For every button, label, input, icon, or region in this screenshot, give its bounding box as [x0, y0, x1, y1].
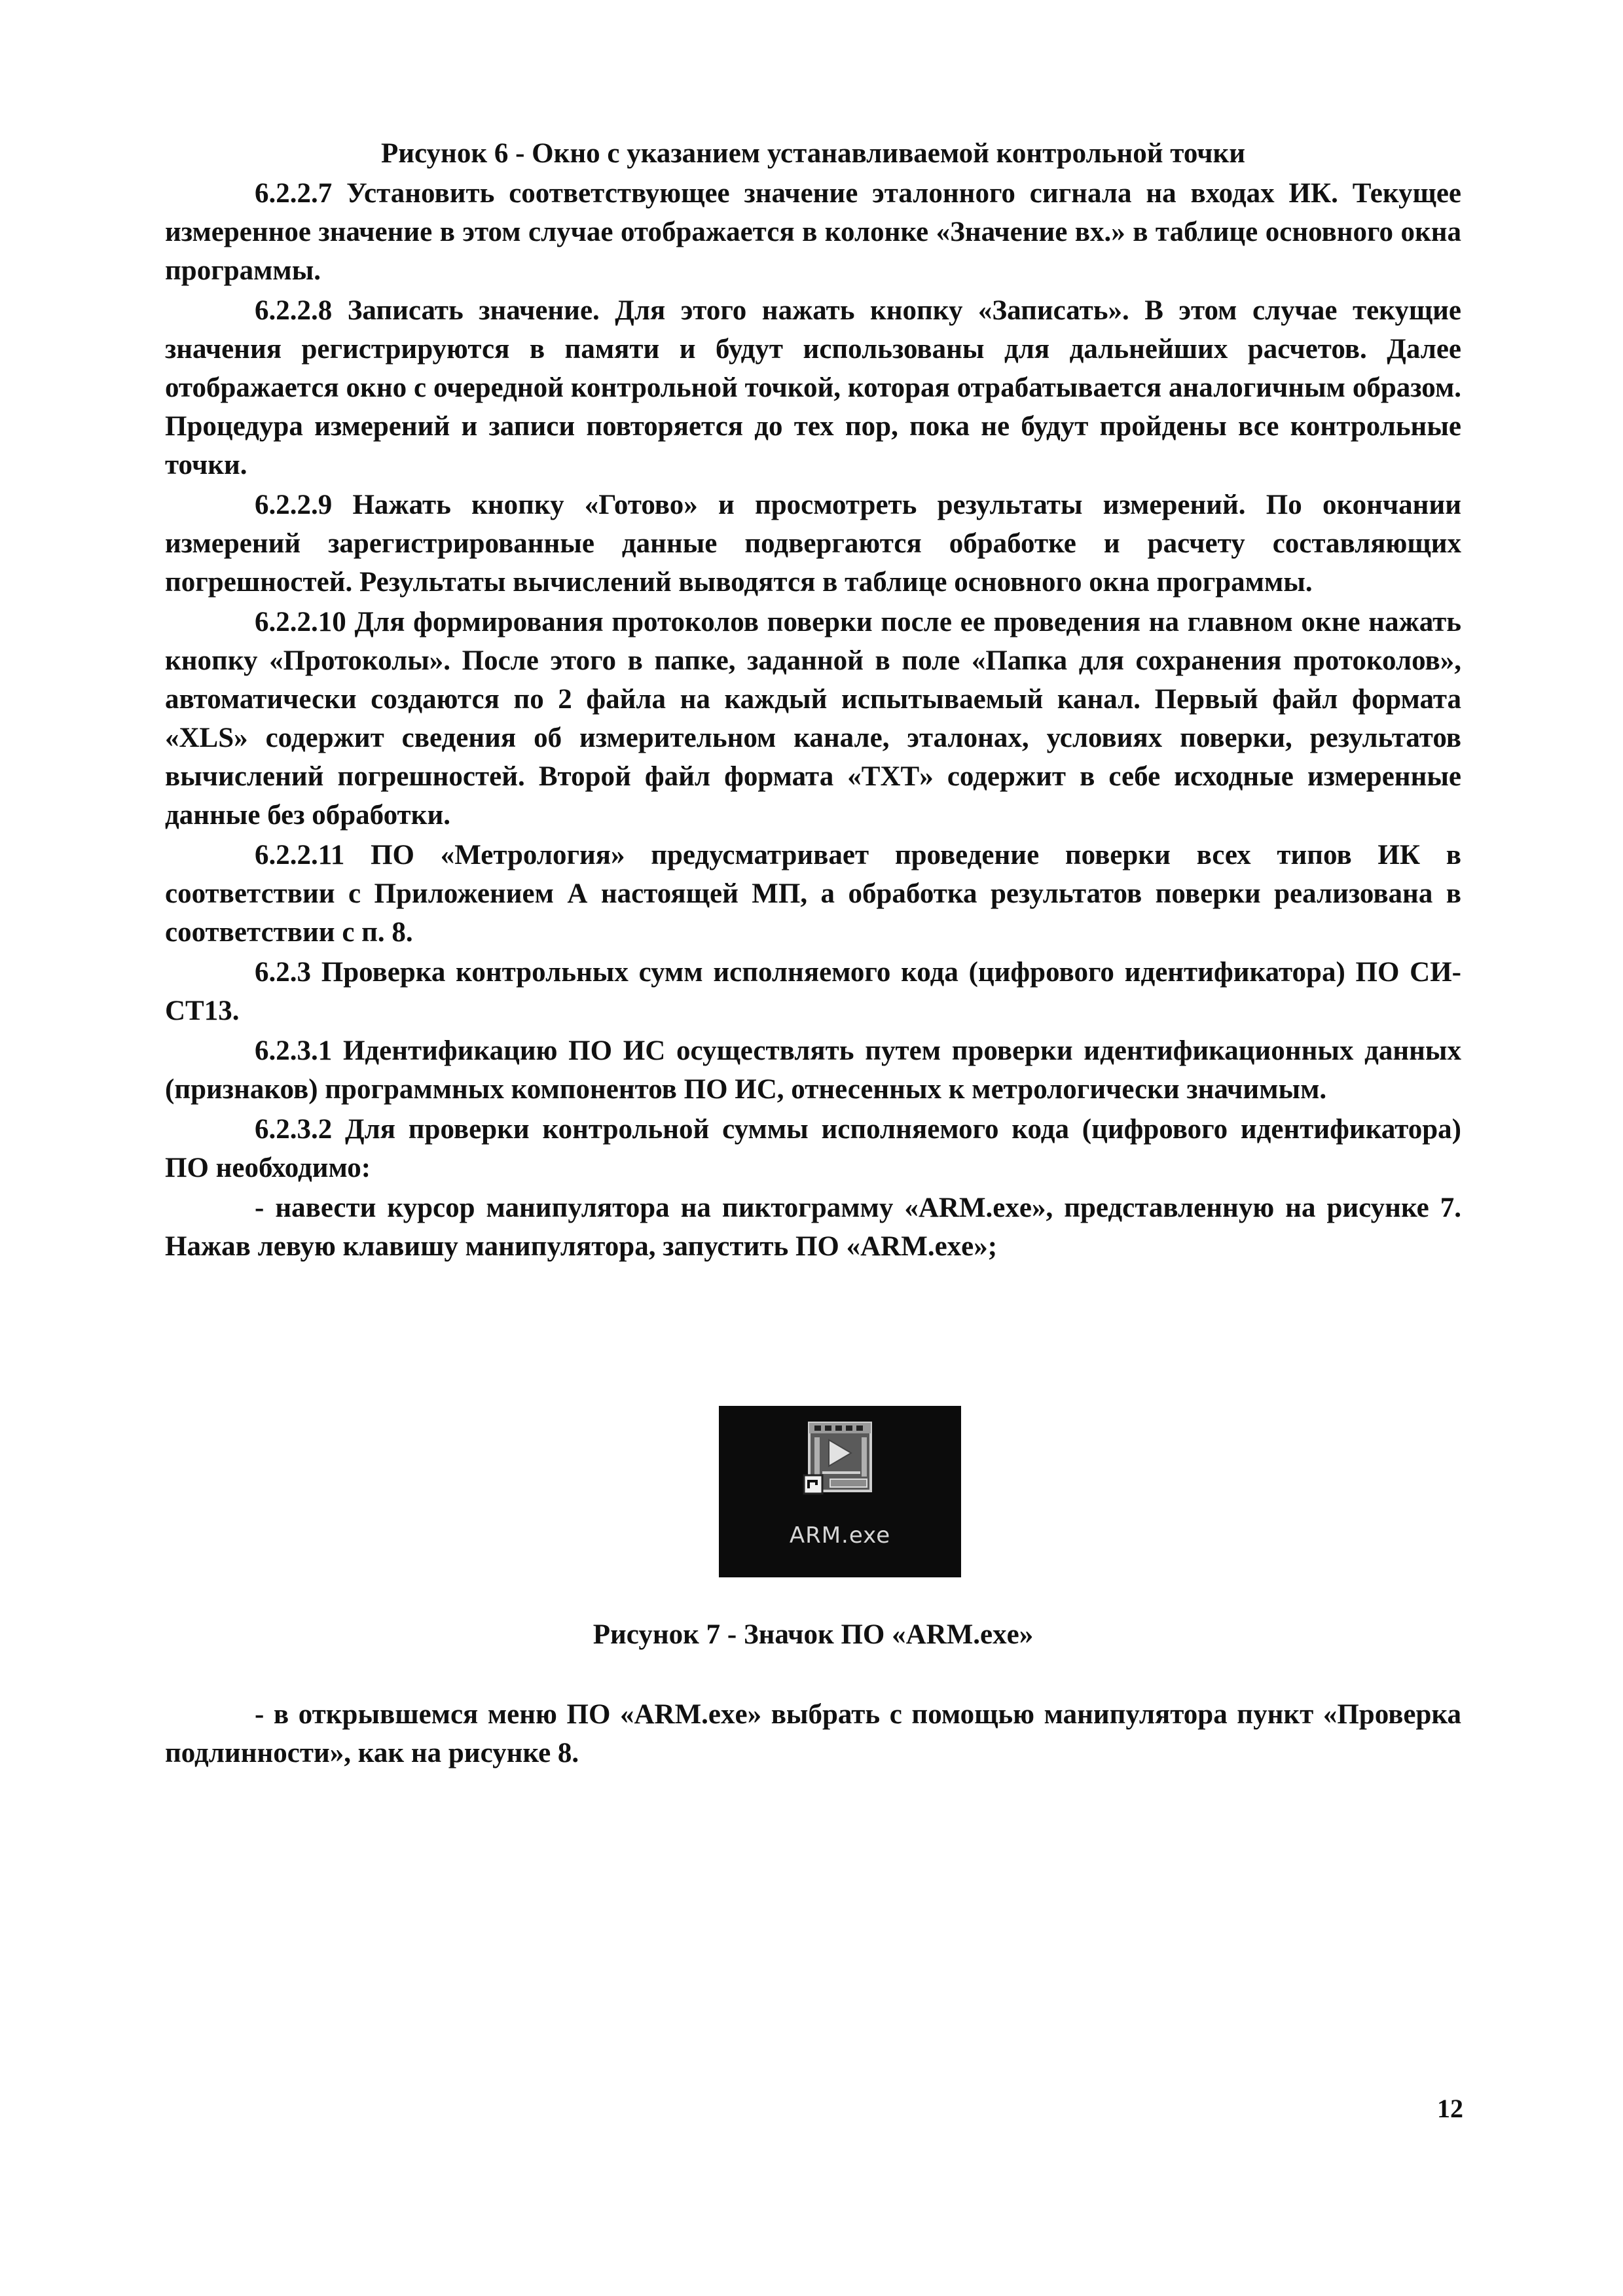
bullet-launch-arm: - навести курсор манипулятора на пиктограмму «ARM.exe», представленную на рисунке 7. Нажав левую клавишу манипулятора, запустить ПО «ARM.exe»; [165, 1193, 1461, 1262]
paragraph-6-2-2-9: 6.2.2.9 Нажать кнопку «Готово» и просмотреть результаты измерений. По окончании измерений зарегистрированные данные подвергаются обработке и расчету составляющих погрешностей. Результаты вычислений выводятся в таблице основного окна программы. [165, 490, 1461, 598]
paragraph-6-2-3-1: 6.2.3.1 Идентификацию ПО ИС осуществлять путем проверки идентификационных данных (признаков) программных компонентов ПО ИС, отнесенных к метрологически значимым. [165, 1035, 1461, 1105]
paragraph-6-2-3-2: 6.2.3.2 Для проверки контрольной суммы исполняемого кода (цифрового идентификатора) ПО необходимо: [165, 1114, 1461, 1183]
bullet-verify-authenticity: - в открывшемся меню ПО «ARM.exe» выбрать с помощью манипулятора пункт «Проверка подлинности», как на рисунке 8. [165, 1699, 1461, 1768]
body-text [165, 134, 1461, 1266]
figure-6-caption: Рисунок 6 - Окно с указанием устанавливаемой контрольной точки [380, 138, 1246, 169]
page-number: 12 [1437, 2094, 1463, 2123]
paragraph-6-2-2-7: 6.2.2.7 Установить соответствующее значение эталонного сигнала на входах ИК. Текущее измеренное значение в этом случае отображается в колонке «Значение вх.» в таблице основного окна программы. [165, 178, 1461, 286]
paragraph-6-2-2-10: 6.2.2.10 Для формирования протоколов поверки после ее проведения на главном окне нажать кнопку «Протоколы». После этого в папке, заданной в поле «Папка для сохранения протоколов», автоматически создаются по 2 файла на каждый испытываемый канал. Первый файл формата «XLS» содержит сведения об измерительном канале, эталонах, условиях поверки, результатов вычислений погрешностей. Второй файл формата «TXT» содержит в себе исходные измеренные данные без обработки. [165, 607, 1461, 831]
paragraph-6-2-3: 6.2.3 Проверка контрольных сумм исполняемого кода (цифрового идентификатора) ПО СИ-СТ13. [165, 957, 1461, 1026]
figure-7-arm-icon [719, 1406, 961, 1577]
body-text-continued [165, 1694, 1461, 1772]
paragraph-6-2-2-11: 6.2.2.11 ПО «Метрология» предусматривает проведение поверки всех типов ИК в соответствии с Приложением А настоящей МП, а обработка результатов поверки реализована в соответствии с п. 8. [165, 840, 1461, 948]
arm-exe-label: ARM.exe [789, 1522, 891, 1549]
figure-7-caption: Рисунок 7 - Значок ПО «ARM.exe» [593, 1619, 1034, 1650]
paragraph-6-2-2-8: 6.2.2.8 Записать значение. Для этого нажать кнопку «Записать». В этом случае текущие значения регистрируются в памяти и будут использованы для дальнейших расчетов. Далее отображается окно с очередной контрольной точкой, которая отрабатывается аналогичным образом. Процедура измерений и записи повторяется до тех пор, пока не будут пройдены все контрольные точки. [165, 295, 1461, 480]
arm-exe-icon [791, 1418, 889, 1516]
